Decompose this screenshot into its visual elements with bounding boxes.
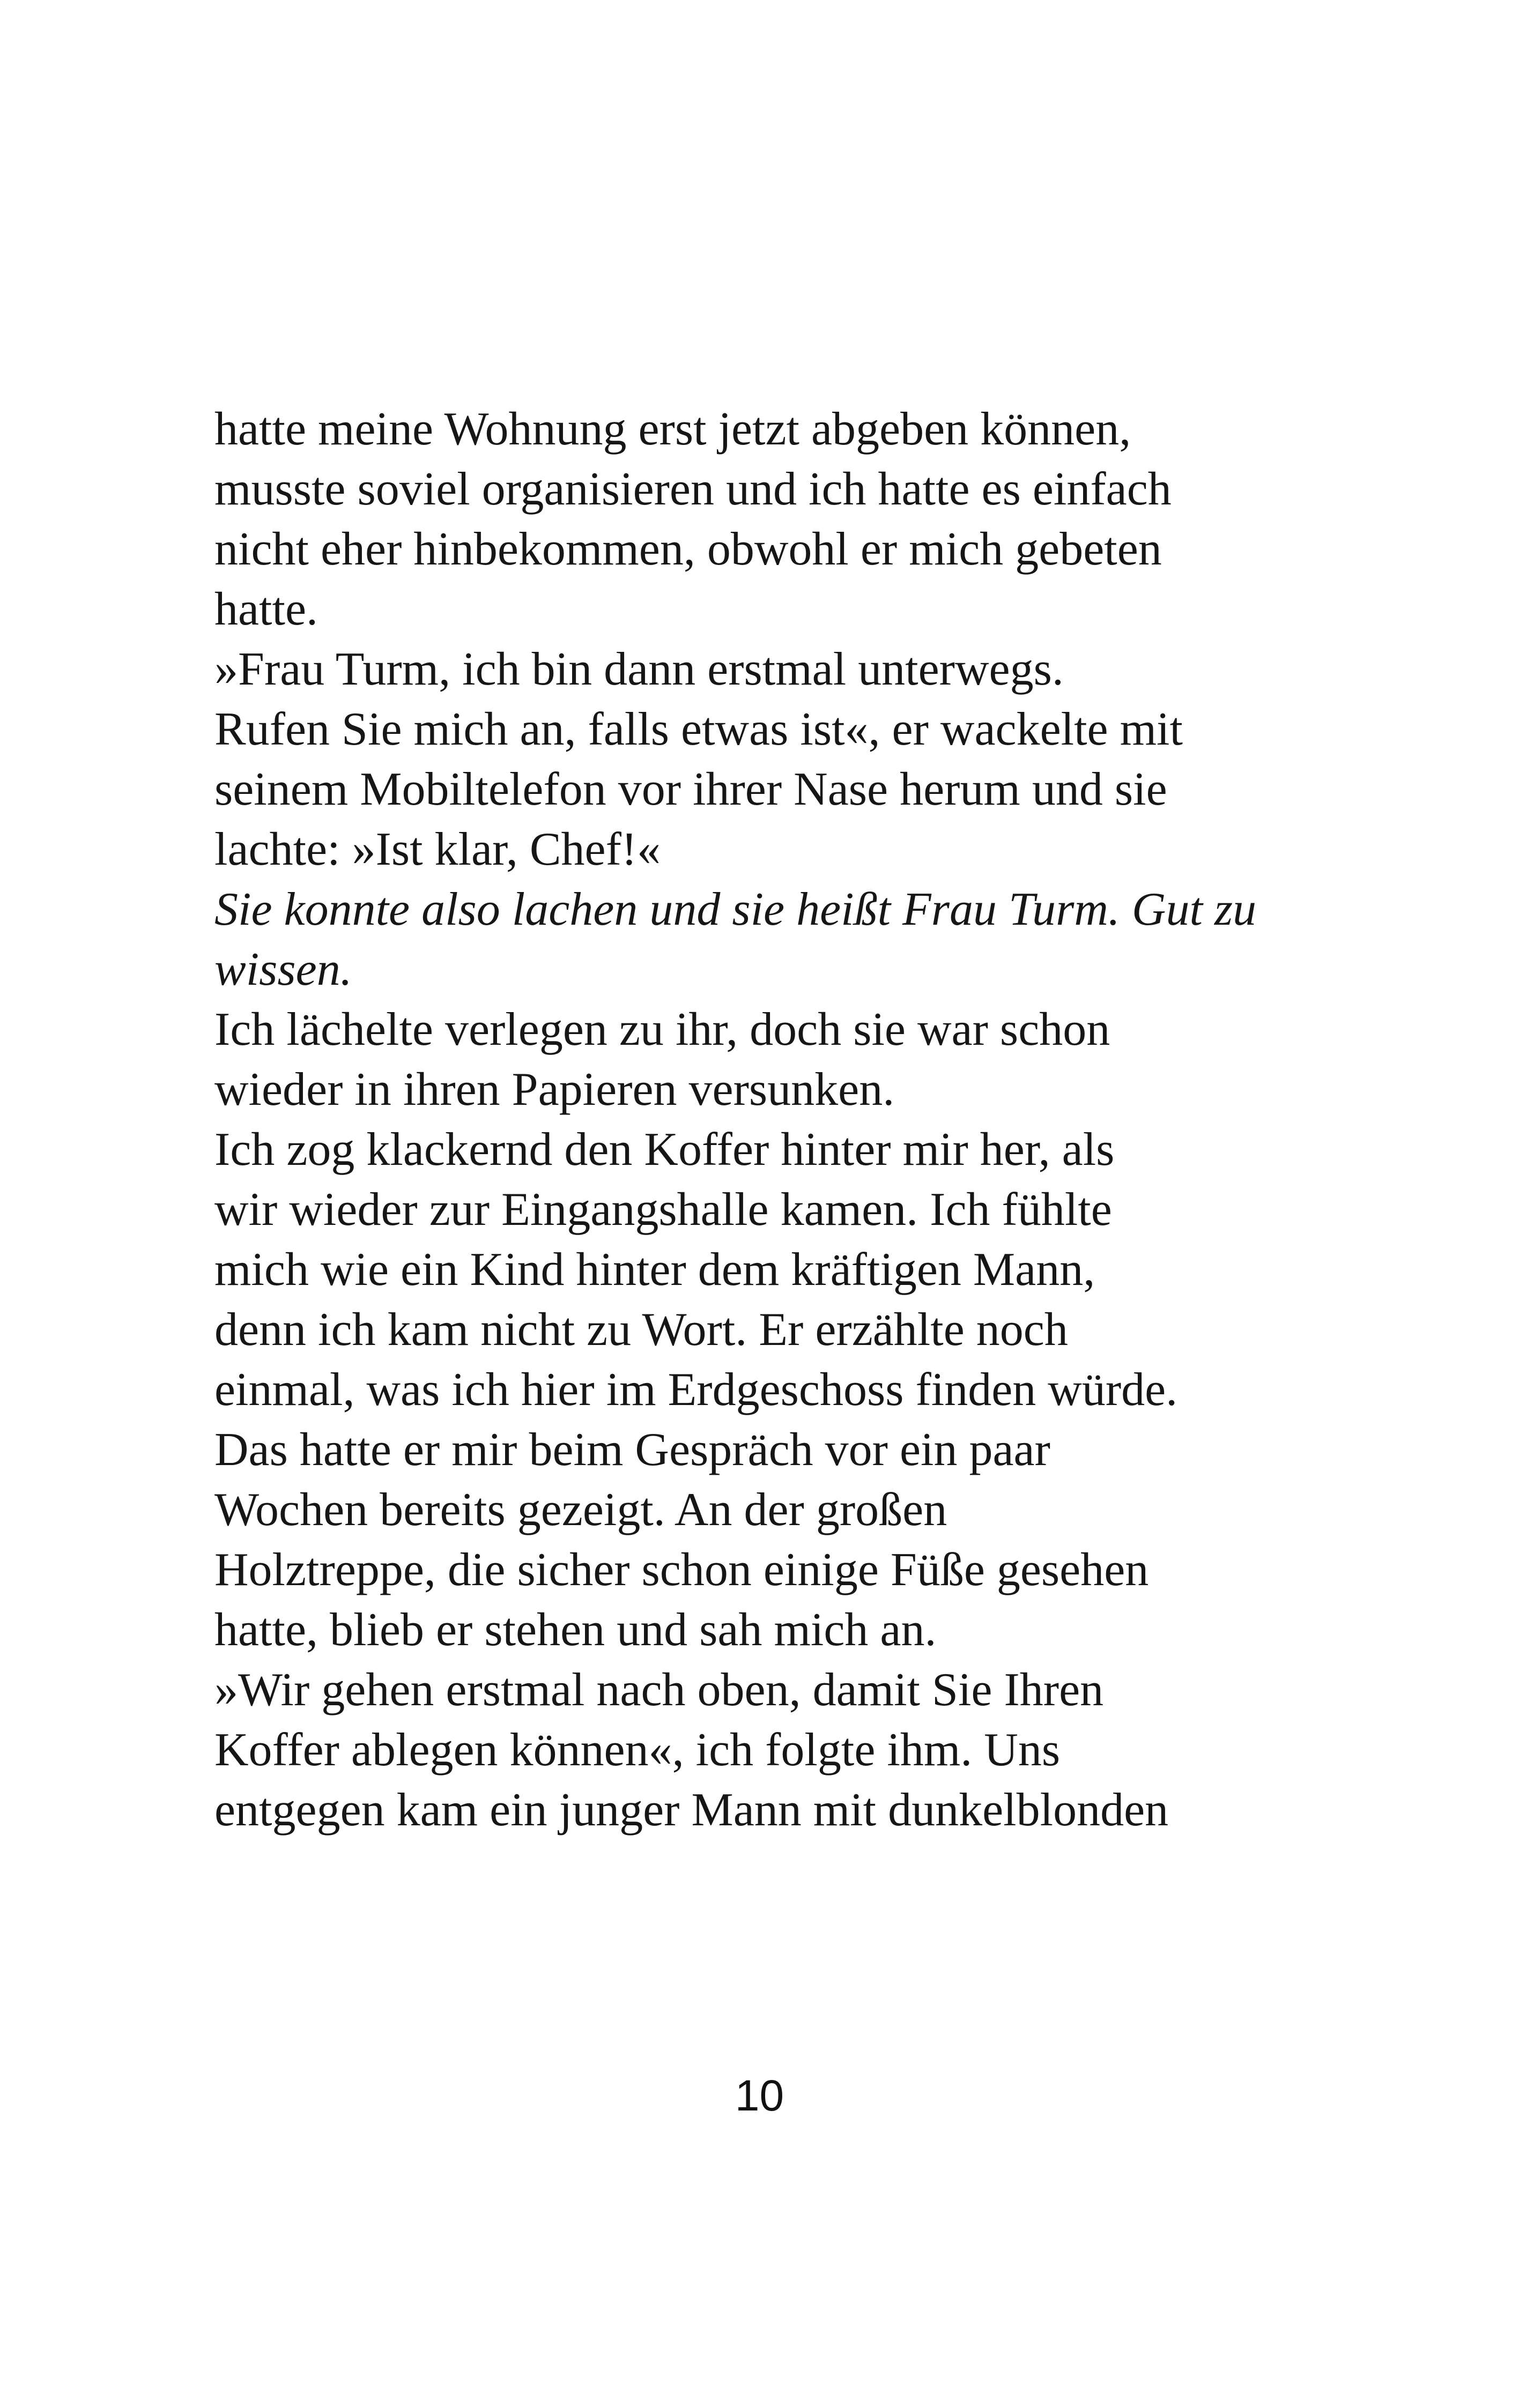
text-line: Koffer ablegen können«, ich folgte ihm. Uns — [214, 1724, 1061, 1776]
text-line: nicht eher hinbekommen, obwohl er mich gebeten — [214, 523, 1162, 575]
text-line: wir wieder zur Eingangshalle kamen. Ich fühlte — [214, 1184, 1112, 1236]
body-text — [214, 399, 1340, 1840]
text-line: mich wie ein Kind hinter dem kräftigen Mann, — [214, 1244, 1095, 1296]
text-line: Holztreppe, die sicher schon einige Füße gesehen — [214, 1544, 1149, 1596]
text-line: Ich lächelte verlegen zu ihr, doch sie war schon — [214, 1004, 1110, 1056]
text-line: einmal, was ich hier im Erdgeschoss finden würde. — [214, 1364, 1178, 1416]
text-line: Ich zog klackernd den Koffer hinter mir her, als — [214, 1124, 1115, 1176]
text-line: seinem Mobiltelefon vor ihrer Nase herum und sie — [214, 763, 1167, 815]
italic-text-line: wissen. — [214, 943, 352, 995]
text-line: Rufen Sie mich an, falls etwas ist«, er wackelte mit — [214, 703, 1183, 755]
text-line: hatte, blieb er stehen und sah mich an. — [214, 1604, 937, 1656]
text-line: hatte. — [214, 583, 318, 635]
text-line: denn ich kam nicht zu Wort. Er erzählte noch — [214, 1304, 1068, 1356]
page-number: 10 — [735, 2071, 784, 2120]
text-line: Das hatte er mir beim Gespräch vor ein paar — [214, 1424, 1050, 1476]
text-line: entgegen kam ein junger Mann mit dunkelblonden — [214, 1784, 1169, 1836]
text-line: Wochen bereits gezeigt. An der großen — [214, 1484, 947, 1536]
text-line: »Wir gehen erstmal nach oben, damit Sie Ihren — [214, 1664, 1104, 1716]
text-line: lachte: »Ist klar, Chef!« — [214, 823, 661, 875]
text-line: hatte meine Wohnung erst jetzt abgeben können, — [214, 403, 1131, 455]
italic-text-line: Sie konnte also lachen und sie heißt Frau Turm. Gut zu — [214, 883, 1257, 935]
text-line: wieder in ihren Papieren versunken. — [214, 1064, 895, 1116]
text-line: musste soviel organisieren und ich hatte es einfach — [214, 463, 1172, 515]
text-line: »Frau Turm, ich bin dann erstmal unterwegs. — [214, 643, 1064, 695]
